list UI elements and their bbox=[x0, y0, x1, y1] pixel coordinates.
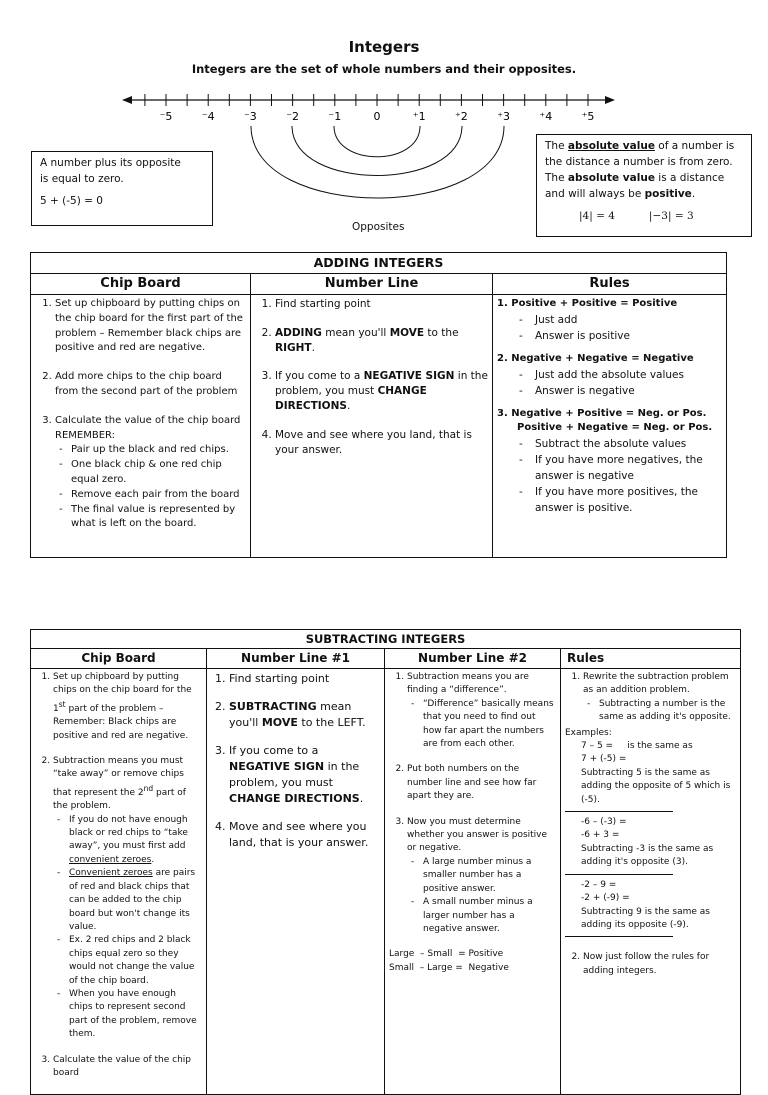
absolute-value-definition: The absolute value of a number is the distance a number is from zero. The absolute value is a distance and will always be positive. bbox=[545, 140, 735, 200]
subtracting-chip-note: - If you do not have enough black or red chips to “take away”, you must first add convenient zeroes. bbox=[53, 814, 202, 868]
number-line-label: ⁻3 bbox=[243, 110, 257, 123]
adding-nl-step-4: 4. Move and see where you land, that is your answer. bbox=[275, 428, 488, 458]
example-divider bbox=[565, 932, 673, 937]
number-line-labels bbox=[160, 110, 595, 123]
example-line: 7 – 5 = is the same as bbox=[581, 741, 693, 752]
examples-label: Examples: bbox=[565, 727, 612, 738]
number-line-label: ⁺2 bbox=[454, 110, 468, 123]
subtracting-nl2-note: - A small number minus a larger number has a negative answer. bbox=[407, 896, 556, 936]
number-line-label: 0 bbox=[373, 110, 381, 123]
subtracting-chip-step-3: 3. Calculate the value of the chip board bbox=[53, 1054, 202, 1081]
adding-chip-note: - One black chip & one red chip equal zero. bbox=[55, 458, 246, 488]
number-line-label: ⁺1 bbox=[412, 110, 426, 123]
subtracting-chip-note: - When you have enough chips to represent second part of the problem, remove them. bbox=[53, 988, 202, 1042]
example-explanation: Subtracting 9 is the same as adding its opposite (-9). bbox=[581, 906, 710, 930]
number-line-label: ⁺5 bbox=[581, 110, 595, 123]
subtracting-summary-1: Large – Small = Positive bbox=[389, 949, 504, 960]
adding-rules-cell bbox=[493, 295, 727, 558]
adding-chip-board-cell bbox=[31, 295, 251, 558]
page-title: Integers bbox=[348, 38, 420, 56]
opposite-line-1: A number plus its opposite bbox=[40, 157, 181, 169]
adding-header-rules: Rules bbox=[493, 274, 727, 295]
number-line-label: ⁻2 bbox=[286, 110, 300, 123]
opposite-arc-1 bbox=[334, 126, 420, 157]
adding-nl-step-3: 3. If you come to a NEGATIVE SIGN in the problem, you must CHANGE DIRECTIONS. bbox=[275, 369, 488, 413]
adding-nl-step-1: 1. Find starting point bbox=[275, 297, 488, 312]
subtracting-nl2-step-3: 3. Now you must determine whether you answer is positive or negative. - A large number minus a smaller number has a positive answer. - A small number minus a larger number has a negative answer. bbox=[407, 816, 556, 937]
subtracting-chip-board-cell bbox=[31, 669, 207, 1095]
adding-rule-note: - If you have more negatives, the answer is negative bbox=[519, 452, 722, 484]
adding-caption: ADDING INTEGERS bbox=[31, 253, 727, 274]
number-line-label: ⁻4 bbox=[201, 110, 215, 123]
subtracting-nl1-step-4: 4. Move and see where you land, that is your answer. bbox=[229, 819, 380, 851]
adding-rule-note: - If you have more positives, the answer is positive. bbox=[519, 484, 722, 516]
adding-rule-3-subtitle: Positive + Negative = Neg. or Pos. bbox=[517, 422, 713, 434]
subtracting-rules-cell bbox=[561, 669, 741, 1095]
subtracting-header-rules: Rules bbox=[561, 649, 741, 669]
subtracting-header-chip-board: Chip Board bbox=[31, 649, 207, 669]
adding-rule-note: - Subtract the absolute values bbox=[519, 436, 722, 452]
subtracting-rule-note: - Subtracting a number is the same as adding it's opposite. bbox=[583, 698, 736, 725]
subtracting-chip-step-2: 2. Subtraction means you must “take away” or remove chips that represent the 2nd part of the problem. - If you do not have enough black or red chips to “take away”, you must first add convenient zeroes. - Convenient zeroes are pairs of red and black chips that can be added to the chip board but won't change its value. - Ex. 2 red chips and 2 black chips equal zero so they would not change the value of the chip board. - When you have enough chips to represent second part of the problem, remove them. bbox=[53, 755, 202, 1042]
subtracting-chip-note: - Convenient zeroes are pairs of red and black chips that can be added to the chip board but won't change its value. bbox=[53, 867, 202, 934]
absolute-example-1: |4| = 4 bbox=[579, 210, 615, 222]
example-line: -2 – 9 = bbox=[581, 879, 617, 890]
left-arrow-icon bbox=[122, 96, 132, 104]
subtracting-chip-step-1: 1. Set up chipboard by putting chips on the chip board for the 1st part of the problem – Remember: Black chips are positive and red are negative. bbox=[53, 671, 202, 743]
adding-rule-note: - Answer is negative bbox=[519, 383, 722, 399]
absolute-example-2: |−3| = 3 bbox=[648, 210, 694, 222]
example-line: -6 – (-3) = bbox=[581, 817, 627, 828]
adding-rule-2-title: 2. Negative + Negative = Negative bbox=[497, 352, 694, 364]
adding-nl-step-2: 2. ADDING mean you'll MOVE to the RIGHT. bbox=[275, 326, 488, 356]
opposite-arc-2 bbox=[292, 126, 462, 176]
absolute-value-box bbox=[536, 134, 752, 237]
example-line: -6 + 3 = bbox=[581, 830, 620, 841]
adding-chip-step-3: 3. Calculate the value of the chip board REMEMBER: - Pair up the black and red chips. - One black chip & one red chip equal zero. - Remove each pair from the board - The final value is represented by what is left on the board. bbox=[55, 414, 246, 532]
adding-chip-note: - Remove each pair from the board bbox=[55, 488, 246, 503]
example-divider bbox=[565, 807, 673, 812]
adding-rule-note: - Just add the absolute values bbox=[519, 367, 722, 383]
adding-chip-step-2: 2. Add more chips to the chip board from the second part of the problem bbox=[55, 370, 246, 400]
example-line: 7 + (-5) = bbox=[581, 754, 627, 765]
subtracting-number-line-1-cell bbox=[207, 669, 385, 1095]
example-explanation: Subtracting 5 is the same as adding the opposite of 5 which is (-5). bbox=[581, 767, 731, 805]
subtracting-chip-note: - Ex. 2 red chips and 2 black chips equal zero so they would not change the value of the chip board. bbox=[53, 934, 202, 988]
subtracting-number-line-2-cell bbox=[385, 669, 561, 1095]
number-line-label: ⁺4 bbox=[539, 110, 553, 123]
adding-rule-1-title: 1. Positive + Positive = Positive bbox=[497, 298, 678, 309]
example-line: -2 + (-9) = bbox=[581, 893, 630, 904]
subtracting-header-number-line-1: Number Line #1 bbox=[207, 649, 385, 669]
subtracting-nl2-note: - A large number minus a smaller number has a positive answer. bbox=[407, 856, 556, 896]
adding-rule-note: - Just add bbox=[519, 312, 722, 328]
number-line-label: ⁻1 bbox=[328, 110, 342, 123]
adding-number-line-cell bbox=[251, 295, 493, 558]
adding-chip-step-1: 1. Set up chipboard by putting chips on the chip board for the first part of the problem – Remember black chips are positive and red are negative. bbox=[55, 297, 246, 356]
opposite-line-2: is equal to zero. bbox=[40, 173, 124, 185]
example-divider bbox=[565, 870, 673, 875]
subtracting-header-number-line-2: Number Line #2 bbox=[385, 649, 561, 669]
subtracting-rule-2: 2. Now just follow the rules for adding integers. bbox=[583, 951, 736, 978]
subtracting-nl1-step-2: 2. SUBTRACTING mean you'll MOVE to the LEFT. bbox=[229, 699, 380, 731]
subtracting-nl2-step-1: 1. Subtraction means you are finding a “difference”. - “Difference” basically means that you need to find out how far apart the numbers are from each other. bbox=[407, 671, 556, 751]
adding-integers-table bbox=[30, 252, 727, 558]
opposite-arc-3 bbox=[251, 126, 504, 198]
absolute-value-examples bbox=[545, 208, 743, 224]
adding-chip-note: - The final value is represented by what is left on the board. bbox=[55, 503, 246, 533]
number-line-label: ⁻5 bbox=[159, 110, 173, 123]
opposites-label: Opposites bbox=[352, 221, 405, 233]
adding-chip-note: - Pair up the black and red chips. bbox=[55, 443, 246, 458]
adding-rule-3-title: 3. Negative + Positive = Neg. or Pos. bbox=[497, 407, 707, 419]
subtracting-integers-table bbox=[30, 629, 741, 1095]
subtracting-rule-1: 1. Rewrite the subtraction problem as an addition problem. - Subtracting a number is the same as adding it's opposite. bbox=[583, 671, 736, 725]
subtracting-nl1-step-1: 1. Find starting point bbox=[229, 671, 380, 687]
subtracting-nl2-step-2: 2. Put both numbers on the number line and see how far apart they are. bbox=[407, 763, 556, 803]
subtracting-nl2-note: - “Difference” basically means that you need to find out how far apart the numbers are from each other. bbox=[407, 698, 556, 752]
subtracting-examples bbox=[565, 727, 736, 938]
number-line-label: ⁺3 bbox=[497, 110, 511, 123]
subtracting-nl1-step-3: 3. If you come to a NEGATIVE SIGN in the problem, you must CHANGE DIRECTIONS. bbox=[229, 743, 380, 807]
subtracting-summary-2: Small – Large = Negative bbox=[389, 962, 509, 973]
opposite-sum-box bbox=[31, 151, 213, 226]
adding-rule-note: - Answer is positive bbox=[519, 328, 722, 344]
page-subtitle: Integers are the set of whole numbers and their opposites. bbox=[191, 62, 577, 76]
example-explanation: Subtracting -3 is the same as adding it's opposite (3). bbox=[581, 843, 714, 868]
adding-header-number-line: Number Line bbox=[251, 274, 493, 295]
right-arrow-icon bbox=[605, 96, 615, 104]
adding-header-chip-board: Chip Board bbox=[31, 274, 251, 295]
subtracting-caption: SUBTRACTING INTEGERS bbox=[31, 630, 741, 649]
opposite-example: 5 + (-5) = 0 bbox=[40, 195, 103, 207]
